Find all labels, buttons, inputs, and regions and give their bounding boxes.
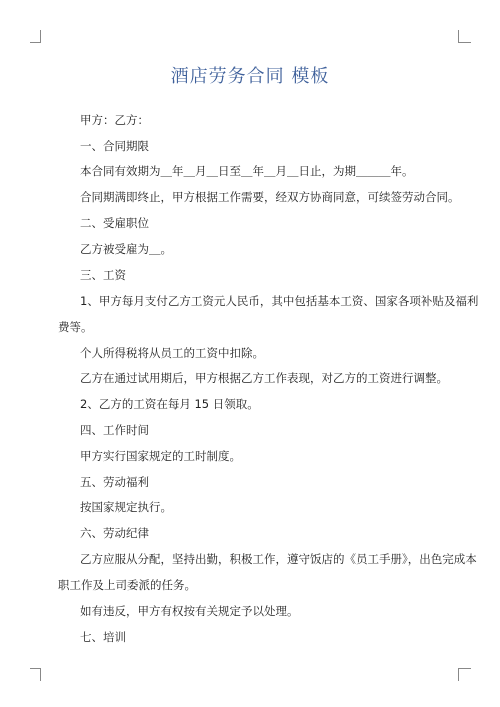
paragraph: 1、甲方每月支付乙方工资元人民币，其中包括基本工资、国家各项补贴及福利 xyxy=(80,294,479,308)
section-heading: 四、工作时间 xyxy=(80,423,149,437)
section-heading: 三、工资 xyxy=(80,268,126,282)
paragraph: 2、乙方的工资在每月 15 日领取。 xyxy=(80,397,259,411)
paragraph: 如有违反，甲方有权按有关规定予以处理。 xyxy=(80,604,299,618)
paragraph: 个人所得税将从员工的工资中扣除。 xyxy=(80,346,264,360)
paragraph: 合同期满即终止，甲方根据工作需要，经双方协商同意，可续签劳动合同。 xyxy=(80,190,460,204)
section-heading: 一、合同期限 xyxy=(80,139,149,153)
section-heading: 二、受雇职位 xyxy=(80,216,149,230)
crop-mark-bottom-right xyxy=(458,668,471,681)
paragraph: 本合同有效期为＿年＿月＿日至＿年＿月＿日止，为期＿＿＿年。 xyxy=(80,164,414,178)
paragraph: 乙方被受雇为＿。 xyxy=(80,242,172,256)
paragraph-continued: 职工作及上司委派的任务。 xyxy=(58,578,196,592)
crop-mark-bottom-left xyxy=(30,668,41,681)
party-line: 甲方：乙方： xyxy=(80,113,149,127)
crop-mark-top-left xyxy=(30,30,41,43)
section-heading: 七、培训 xyxy=(80,630,126,644)
section-heading: 六、劳动纪律 xyxy=(80,526,149,540)
section-heading: 五、劳动福利 xyxy=(80,475,149,489)
crop-mark-top-right xyxy=(458,30,471,43)
paragraph: 乙方在通过试用期后，甲方根据乙方工作表现，对乙方的工资进行调整。 xyxy=(80,371,448,385)
paragraph: 按国家规定执行。 xyxy=(80,500,172,514)
paragraph-continued: 费等。 xyxy=(58,320,93,334)
document-title: 酒店劳务合同 模板 xyxy=(170,66,330,87)
paragraph: 甲方实行国家规定的工时制度。 xyxy=(80,449,241,463)
paragraph: 乙方应服从分配，坚持出勤，积极工作，遵守饭店的《员工手册》，出色完成本 xyxy=(80,552,477,566)
